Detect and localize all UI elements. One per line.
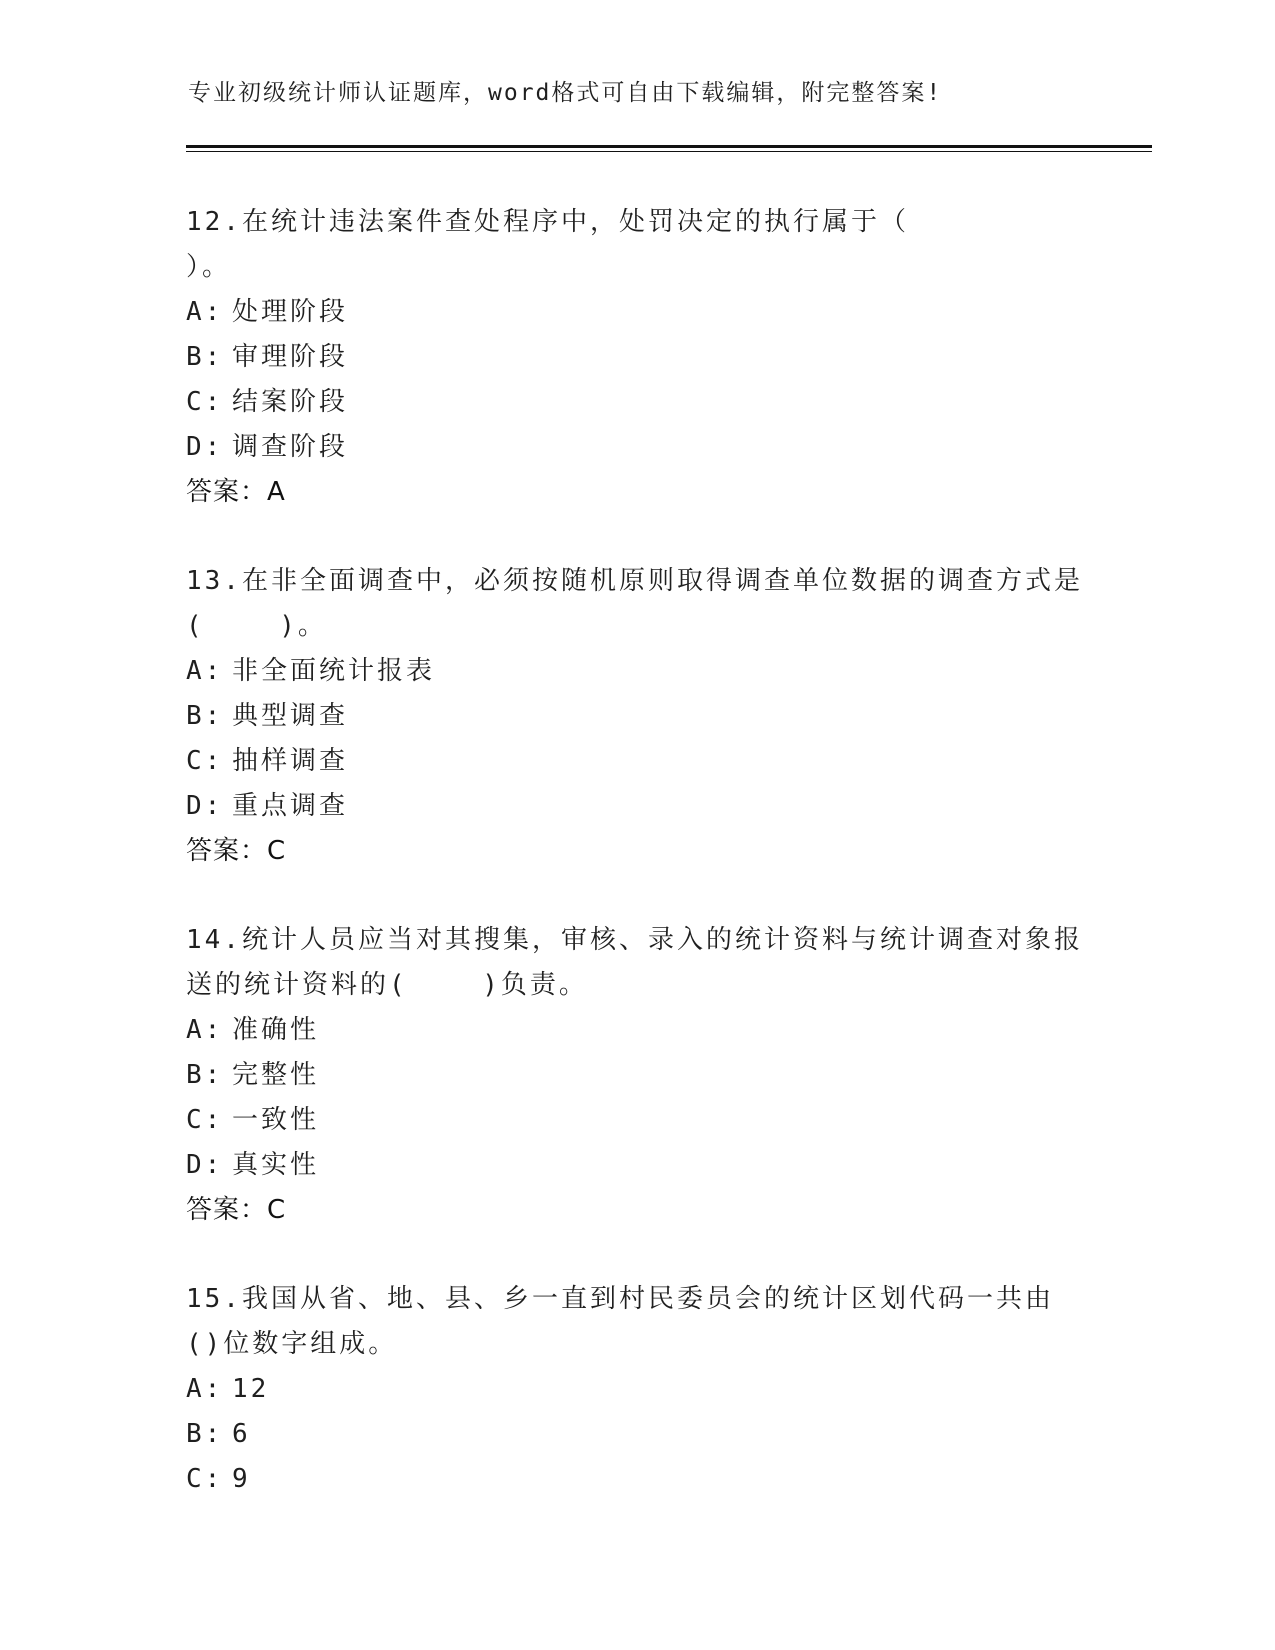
option-key: A: <box>186 1015 224 1045</box>
option-key: B: <box>186 701 224 731</box>
option-text: 完整性 <box>232 1060 320 1090</box>
option-a <box>186 649 1086 694</box>
option-text: 真实性 <box>232 1150 320 1180</box>
option-b <box>186 1412 1086 1457</box>
option-key: C: <box>186 1105 224 1135</box>
option-c <box>186 1098 1086 1143</box>
question-stem: 15.我国从省、地、县、乡一直到村民委员会的统计区划代码一共由()位数字组成。 <box>186 1284 1054 1359</box>
option-a <box>186 1008 1086 1053</box>
option-text: 一致性 <box>232 1105 320 1135</box>
option-a <box>186 1367 1086 1412</box>
option-key: B: <box>186 1060 224 1090</box>
option-key: C: <box>186 746 224 776</box>
question-stem: 14.统计人员应当对其搜集，审核、录入的统计资料与统计调查对象报送的统计资料的( )负责。 <box>186 925 1083 1000</box>
option-d <box>186 784 1086 829</box>
answer-line: 答案：A <box>186 477 286 507</box>
page-header: 专业初级统计师认证题库，word格式可自由下载编辑，附完整答案! <box>188 80 943 106</box>
option-key: C: <box>186 387 224 417</box>
header-divider-thin <box>186 151 1152 152</box>
option-key: D: <box>186 1150 224 1180</box>
option-key: A: <box>186 297 224 327</box>
option-text: 结案阶段 <box>232 387 349 417</box>
option-text: 6 <box>232 1419 251 1449</box>
option-key: C: <box>186 1464 224 1494</box>
option-text: 典型调查 <box>232 701 349 731</box>
option-d <box>186 1143 1086 1188</box>
option-key: D: <box>186 791 224 821</box>
option-text: 准确性 <box>232 1015 320 1045</box>
question-stem: 13.在非全面调查中，必须按随机原则取得调查单位数据的调查方式是( )。 <box>186 566 1083 641</box>
option-text: 非全面统计报表 <box>232 656 436 686</box>
question-14 <box>186 918 1086 1233</box>
option-text: 抽样调查 <box>232 746 349 776</box>
question-15 <box>186 1277 1086 1502</box>
option-key: A: <box>186 1374 224 1404</box>
option-text: 12 <box>232 1374 270 1404</box>
option-text: 调查阶段 <box>232 432 349 462</box>
option-c <box>186 380 1086 425</box>
answer-line: 答案：C <box>186 1195 287 1225</box>
option-key: A: <box>186 656 224 686</box>
question-stem: 12.在统计违法案件查处程序中，处罚决定的执行属于（ ）。 <box>186 207 1059 282</box>
option-a <box>186 290 1086 335</box>
option-text: 审理阶段 <box>232 342 349 372</box>
option-key: B: <box>186 342 224 372</box>
option-b <box>186 335 1086 380</box>
question-list <box>186 200 1086 1546</box>
question-13 <box>186 559 1086 874</box>
option-c <box>186 739 1086 784</box>
option-text: 重点调查 <box>232 791 349 821</box>
option-text: 处理阶段 <box>232 297 349 327</box>
question-12 <box>186 200 1086 515</box>
option-text: 9 <box>232 1464 251 1494</box>
option-key: B: <box>186 1419 224 1449</box>
option-b <box>186 694 1086 739</box>
option-d <box>186 425 1086 470</box>
answer-line: 答案：C <box>186 836 287 866</box>
option-key: D: <box>186 432 224 462</box>
option-b <box>186 1053 1086 1098</box>
option-c <box>186 1457 1086 1502</box>
header-divider-thick <box>186 145 1152 148</box>
